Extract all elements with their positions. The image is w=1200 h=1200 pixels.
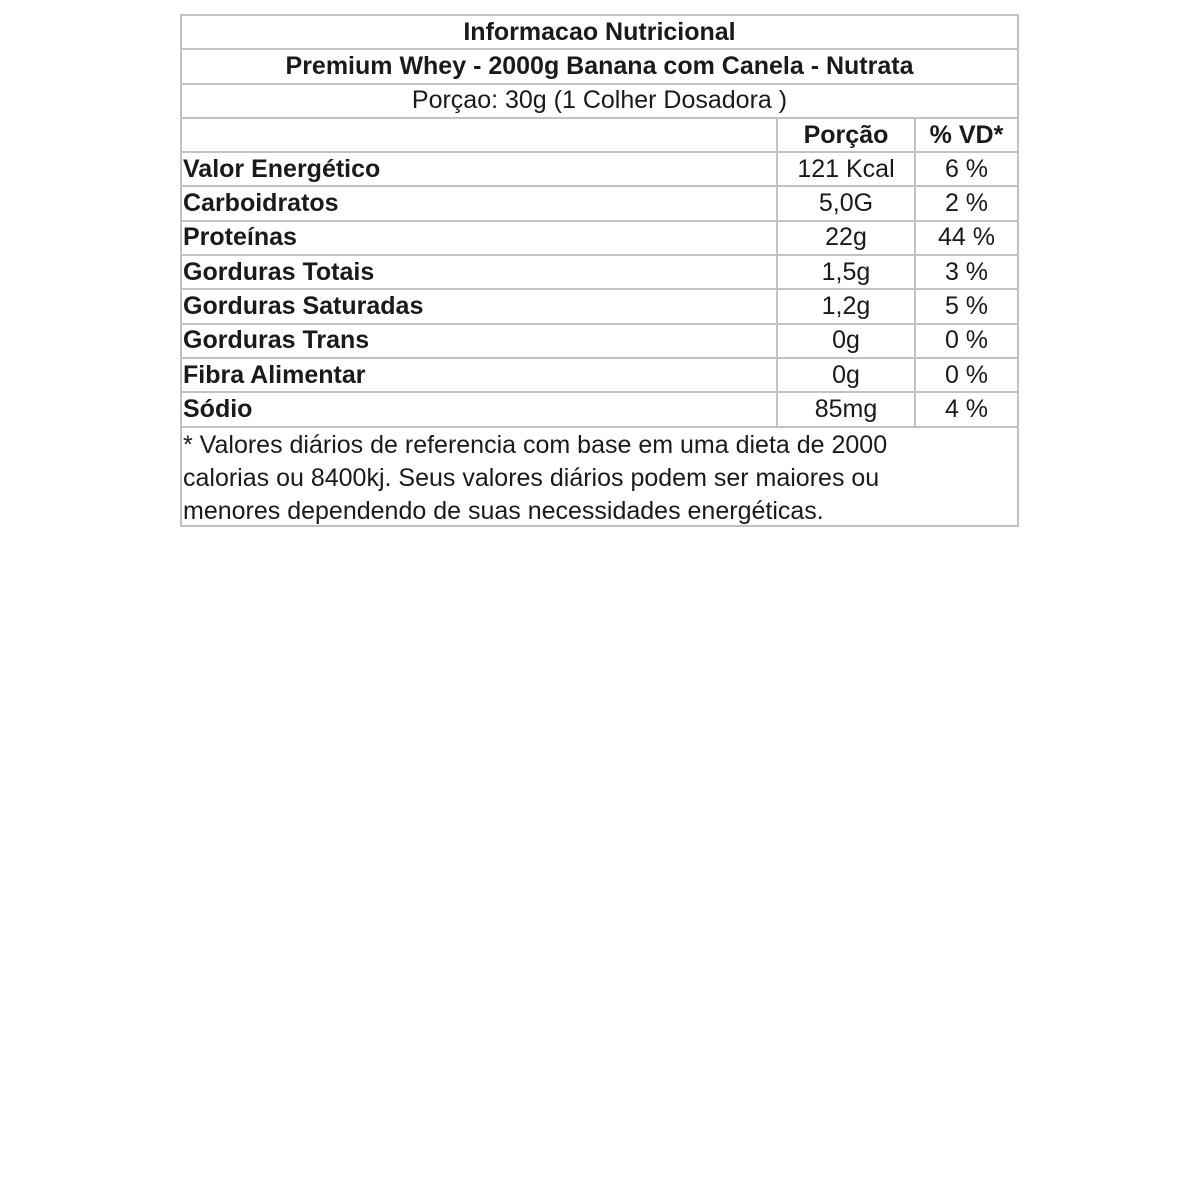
nutrient-name: Sódio bbox=[182, 393, 778, 425]
nutrient-portion: 0g bbox=[778, 359, 916, 391]
nutrient-name: Gorduras Totais bbox=[182, 256, 778, 288]
serving-size: Porçao: 30g (1 Colher Dosadora ) bbox=[182, 85, 1017, 119]
nutrient-vd: 2 % bbox=[944, 189, 989, 218]
nutrient-portion: 1,5g bbox=[778, 256, 916, 288]
nutrition-facts-table bbox=[180, 14, 1019, 527]
nutrient-vd: 44 % bbox=[938, 223, 995, 252]
table-row bbox=[182, 393, 1017, 427]
nutrient-name: Fibra Alimentar bbox=[182, 359, 778, 391]
table-row bbox=[182, 325, 1017, 359]
table-row bbox=[182, 222, 1017, 256]
nutrient-portion: 0g bbox=[778, 325, 916, 357]
nutrient-vd: 3 % bbox=[944, 257, 989, 286]
table-title: Informacao Nutricional bbox=[182, 16, 1017, 50]
nutrient-portion: 5,0G bbox=[778, 187, 916, 219]
table-row bbox=[182, 256, 1017, 290]
nutrient-name: Gorduras Saturadas bbox=[182, 290, 778, 322]
nutrient-name: Carboidratos bbox=[182, 187, 778, 219]
nutrient-name: Gorduras Trans bbox=[182, 325, 778, 357]
nutrient-vd: 6 % bbox=[944, 154, 989, 183]
nutrient-portion: 121 Kcal bbox=[778, 153, 916, 185]
nutrient-name: Proteínas bbox=[182, 222, 778, 254]
nutrient-portion: 85mg bbox=[778, 393, 916, 425]
nutrient-portion: 1,2g bbox=[778, 290, 916, 322]
column-header-vd: % VD* bbox=[929, 120, 1004, 149]
column-header-portion: Porção bbox=[778, 119, 916, 151]
nutrient-name: Valor Energético bbox=[182, 153, 778, 185]
nutrient-portion: 22g bbox=[778, 222, 916, 254]
nutrient-vd: 0 % bbox=[944, 326, 989, 355]
table-row bbox=[182, 290, 1017, 324]
table-row bbox=[182, 153, 1017, 187]
product-name: Premium Whey - 2000g Banana com Canela - Nutrata bbox=[182, 50, 1017, 84]
column-header-row bbox=[182, 119, 1017, 153]
footnote: * Valores diários de referencia com base em uma dieta de 2000 calorias ou 8400kj. Seus valores diários podem ser maiores ou menores dependendo de suas necessidades energéticas. bbox=[183, 430, 888, 525]
column-header-name bbox=[182, 119, 778, 151]
nutrient-vd: 5 % bbox=[944, 292, 989, 321]
nutrient-vd: 0 % bbox=[944, 360, 989, 389]
table-row bbox=[182, 359, 1017, 393]
table-row bbox=[182, 187, 1017, 221]
nutrient-vd: 4 % bbox=[944, 394, 989, 423]
